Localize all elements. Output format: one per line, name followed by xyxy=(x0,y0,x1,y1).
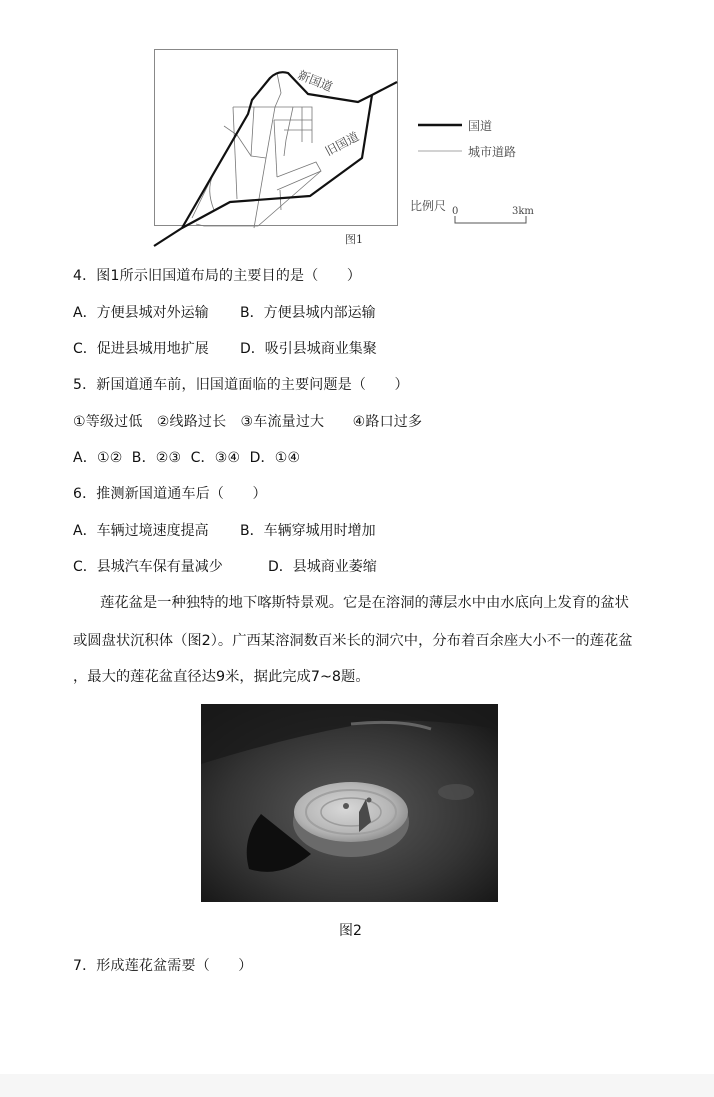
passage-line-3: ，最大的莲花盆直径达9米，据此完成7~8题。 xyxy=(73,669,370,685)
question-6-option-d: D．县城商业萎缩 xyxy=(268,559,377,575)
question-6-option-a: A．车辆过境速度提高 xyxy=(73,523,209,539)
question-4-option-c: C．促进县城用地扩展 xyxy=(73,341,209,357)
question-5-options: A．①② B．②③ C．③④ D．①④ xyxy=(73,450,301,466)
legend-city-road-label: 城市道路 xyxy=(468,145,517,159)
question-4-option-b: B．方便县城内部运输 xyxy=(240,305,376,321)
scale-end: 3km xyxy=(512,206,534,217)
page-bottom-margin xyxy=(0,1074,714,1097)
lotus-basin-image xyxy=(201,704,498,902)
figure-1-caption: 图1 xyxy=(345,233,363,246)
figure-2-caption: 图2 xyxy=(339,923,362,939)
question-4-option-a: A．方便县城对外运输 xyxy=(73,305,209,321)
question-5-statements: ①等级过低 ②线路过长 ③车流量过大 ④路口过多 xyxy=(73,414,423,430)
new-road-label: 新国道 xyxy=(295,67,335,95)
question-6-option-b: B．车辆穿城用时增加 xyxy=(240,523,376,539)
question-7-stem: 7．形成莲花盆需要（ ） xyxy=(73,958,253,974)
question-4-stem: 4．图1所示旧国道布局的主要目的是（ ） xyxy=(73,268,362,284)
scale-start: 0 xyxy=(452,206,459,217)
passage-line-1: 莲花盆是一种独特的地下喀斯特景观。它是在溶洞的薄层水中由水底向上发育的盆状 xyxy=(100,595,629,611)
question-6-stem: 6．推测新国道通车后（ ） xyxy=(73,486,267,502)
old-road-label: 旧国道 xyxy=(322,129,362,159)
question-5-stem: 5．新国道通车前，旧国道面临的主要问题是（ ） xyxy=(73,377,409,393)
legend-national-road-label: 国道 xyxy=(468,119,493,133)
figure-1-map xyxy=(150,40,550,250)
scale-bar xyxy=(455,216,526,223)
scale-label: 比例尺 xyxy=(410,199,447,213)
question-6-option-c: C．县城汽车保有量减少 xyxy=(73,559,223,575)
question-4-option-d: D．吸引县城商业集聚 xyxy=(240,341,377,357)
passage-line-2: 或圆盘状沉积体（图2）。广西某溶洞数百米长的洞穴中，分布着百余座大小不一的莲花盆 xyxy=(73,633,633,649)
road-map-diagram xyxy=(150,40,550,250)
figure-2-photo xyxy=(201,704,498,902)
